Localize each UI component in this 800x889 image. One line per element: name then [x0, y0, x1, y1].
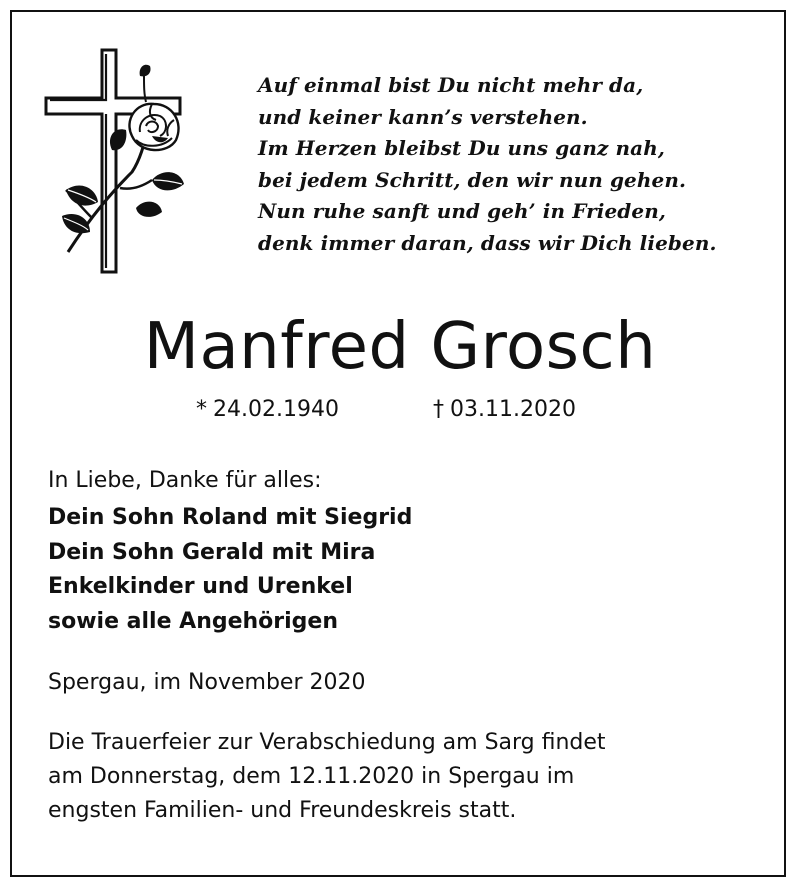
- poem-line: Im Herzen bleibst Du uns ganz nah,: [258, 136, 665, 160]
- poem-line: Nun ruhe sanft und geh’ in Frieden,: [258, 199, 666, 223]
- place-and-date: Spergau, im November 2020: [48, 670, 366, 695]
- deceased-name: Manfred Grosch: [143, 310, 657, 384]
- ceremony-line: engsten Familien- und Freundeskreis statt.: [48, 798, 517, 823]
- mourner-entry: sowie alle Angehörigen: [48, 608, 339, 634]
- family-intro: In Liebe, Danke für alles:: [48, 468, 322, 493]
- poem-line: und keiner kann’s verstehen.: [258, 104, 588, 129]
- ceremony-notice: [48, 726, 606, 828]
- death-date: 03.11.2020: [450, 397, 576, 422]
- birth-date-line: [196, 395, 339, 425]
- poem: [258, 70, 778, 259]
- poem-line: bei jedem Schritt, den wir nun gehen.: [258, 167, 687, 192]
- ceremony-line: am Donnerstag, dem 12.11.2020 in Spergau im: [48, 764, 575, 789]
- poem-line: denk immer daran, dass wir Dich lieben.: [258, 230, 717, 255]
- poem-line: Auf einmal bist Du nicht mehr da,: [258, 73, 644, 97]
- death-symbol: †: [433, 397, 444, 422]
- death-date-line: [433, 395, 576, 425]
- mourner-entry: Dein Sohn Gerald mit Mira: [48, 539, 376, 565]
- birth-symbol: *: [196, 397, 207, 422]
- mourners-list: [48, 501, 412, 639]
- birth-date: 24.02.1940: [213, 397, 339, 422]
- mourner-entry: Enkelkinder und Urenkel: [48, 574, 353, 599]
- mourner-entry: Dein Sohn Roland mit Siegrid: [48, 505, 413, 530]
- ceremony-line: Die Trauerfeier zur Verabschiedung am Sarg findet: [48, 730, 606, 755]
- cross-with-rose-icon: [40, 40, 200, 280]
